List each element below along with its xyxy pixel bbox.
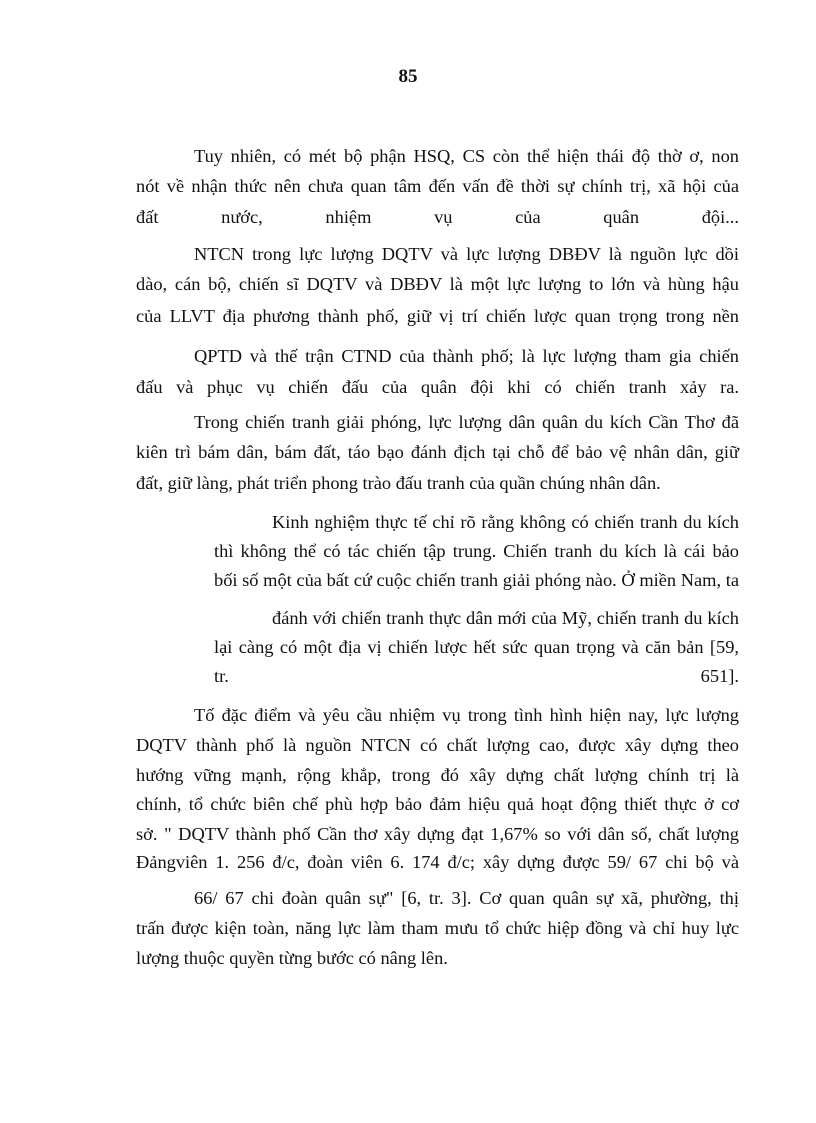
text-line: 66/ 67 chi đoàn quân sự" [6, tr. 3]. Cơ quan quân sự xã, phường, thị (194, 888, 739, 908)
quote-line: bối số một của bất cứ cuộc chiến tranh giải phóng nào. Ở miền Nam, ta (214, 570, 739, 590)
page-number: 85 (398, 66, 418, 87)
text-line: dào, cán bộ, chiến sĩ DQTV và DBĐV là một lực lượng to lớn và hùng hậu (136, 274, 739, 294)
text-line: sở. " DQTV thành phố Cần thơ xây dựng đạt 1,67% so với dân số, chất lượng (136, 824, 739, 844)
text-line: QPTD và thế trận CTND của thành phố; là lực lượng tham gia chiến (194, 346, 739, 366)
quote-line: Kinh nghiệm thực tế chỉ rõ rằng không có chiến tranh du kích (272, 512, 739, 532)
text-line: Đảngviên 1. 256 đ/c, đoàn viên 6. 174 đ/c; xây dựng được 59/ 67 chi bộ và (136, 852, 739, 872)
text-line: đấu và phục vụ chiến đấu của quân đội khi có chiến tranh xảy ra. (136, 377, 739, 397)
text-line: Tuy nhiên, có mét bộ phận HSQ, CS còn thể hiện thái độ thờ ơ, non (194, 146, 739, 166)
text-line: lượng thuộc quyền từng bước có nâng lên. (136, 948, 448, 968)
text-line: đất, giữ làng, phát triển phong trào đấu tranh của quần chúng nhân dân. (136, 473, 661, 493)
text-line: chính, tổ chức biên chế phù hợp bảo đảm hiệu quả hoạt động thiết thực ở cơ (136, 794, 739, 814)
quote-line: lại càng có một địa vị chiến lược hết sức quan trọng và căn bản [59, (214, 637, 739, 657)
text-line: kiên trì bám dân, bám đất, táo bạo đánh địch tại chỗ để bảo vệ nhân dân, giữ (136, 442, 739, 462)
quote-line: tr. 651]. (214, 666, 739, 686)
text-line: trấn được kiện toàn, năng lực làm tham mưu tổ chức hiệp đồng và chỉ huy lực (136, 918, 739, 938)
quote-line: thì không thể có tác chiến tập trung. Chiến tranh du kích là cái bảo (214, 541, 739, 561)
text-line: của LLVT địa phương thành phố, giữ vị trí chiến lược quan trọng trong nền (136, 306, 739, 326)
text-line: NTCN trong lực lượng DQTV và lực lượng DBĐV là nguồn lực dồi (194, 244, 739, 264)
text-line: đất nước, nhiệm vụ của quân đội... (136, 207, 739, 227)
text-line: nót về nhận thức nên chưa quan tâm đến vấn đề thời sự chính trị, xã hội của (136, 176, 739, 196)
text-line: Trong chiến tranh giải phóng, lực lượng dân quân du kích Cần Thơ đã (194, 412, 739, 432)
text-line: hướng vững mạnh, rộng khắp, trong đó xây dựng chất lượng chính trị là (136, 765, 739, 785)
quote-line: đánh với chiến tranh thực dân mới của Mỹ, chiến tranh du kích (272, 608, 739, 628)
text-line: DQTV thành phố là nguồn NTCN có chất lượng cao, được xây dựng theo (136, 735, 739, 755)
text-line: Tố đặc điểm và yêu cầu nhiệm vụ trong tình hình hiện nay, lực lượng (194, 705, 739, 725)
